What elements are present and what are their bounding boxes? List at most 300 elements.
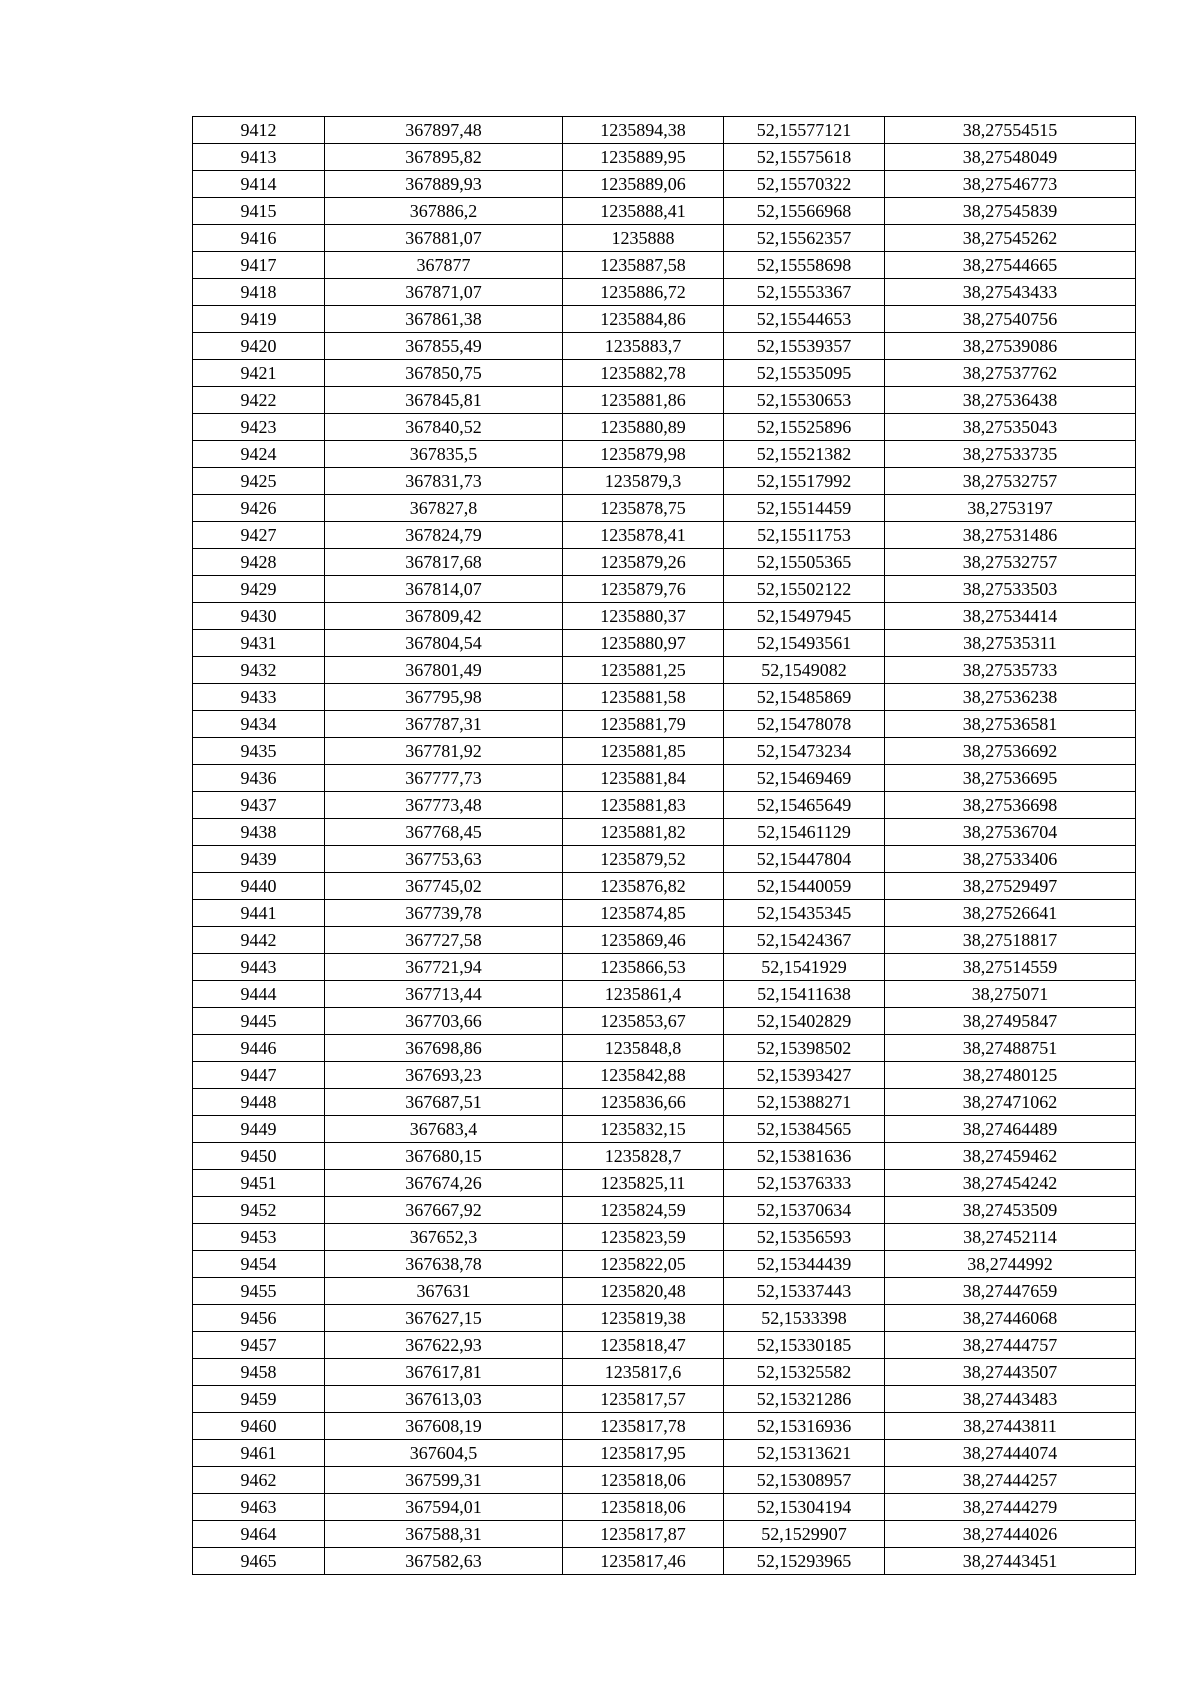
y-coordinate-cell: 1235819,38 [563, 1305, 724, 1332]
latitude-cell: 52,15558698 [724, 252, 885, 279]
table-row [193, 171, 1136, 198]
y-coordinate-cell: 1235881,85 [563, 738, 724, 765]
point-number-cell: 9435 [193, 738, 325, 765]
latitude-cell: 52,15570322 [724, 171, 885, 198]
table-row [193, 441, 1136, 468]
table-row [193, 1089, 1136, 1116]
point-number-cell: 9461 [193, 1440, 325, 1467]
y-coordinate-cell: 1235817,95 [563, 1440, 724, 1467]
longitude-cell: 38,27536438 [885, 387, 1136, 414]
y-coordinate-cell: 1235880,37 [563, 603, 724, 630]
longitude-cell: 38,27546773 [885, 171, 1136, 198]
x-coordinate-cell: 367638,78 [325, 1251, 563, 1278]
x-coordinate-cell: 367631 [325, 1278, 563, 1305]
y-coordinate-cell: 1235881,58 [563, 684, 724, 711]
y-coordinate-cell: 1235866,53 [563, 954, 724, 981]
x-coordinate-cell: 367850,75 [325, 360, 563, 387]
latitude-cell: 52,15384565 [724, 1116, 885, 1143]
latitude-cell: 52,15325582 [724, 1359, 885, 1386]
point-number-cell: 9428 [193, 549, 325, 576]
longitude-cell: 38,27446068 [885, 1305, 1136, 1332]
latitude-cell: 52,1533398 [724, 1305, 885, 1332]
table-row [193, 711, 1136, 738]
x-coordinate-cell: 367608,19 [325, 1413, 563, 1440]
point-number-cell: 9419 [193, 306, 325, 333]
latitude-cell: 52,15511753 [724, 522, 885, 549]
point-number-cell: 9439 [193, 846, 325, 873]
y-coordinate-cell: 1235881,83 [563, 792, 724, 819]
table-row [193, 1548, 1136, 1575]
table-row [193, 1494, 1136, 1521]
point-number-cell: 9448 [193, 1089, 325, 1116]
table-row [193, 900, 1136, 927]
x-coordinate-cell: 367845,81 [325, 387, 563, 414]
longitude-cell: 38,27532757 [885, 549, 1136, 576]
x-coordinate-cell: 367613,03 [325, 1386, 563, 1413]
latitude-cell: 52,15313621 [724, 1440, 885, 1467]
longitude-cell: 38,275071 [885, 981, 1136, 1008]
y-coordinate-cell: 1235817,57 [563, 1386, 724, 1413]
x-coordinate-cell: 367773,48 [325, 792, 563, 819]
point-number-cell: 9462 [193, 1467, 325, 1494]
x-coordinate-cell: 367588,31 [325, 1521, 563, 1548]
table-row [193, 1413, 1136, 1440]
table-row [193, 792, 1136, 819]
x-coordinate-cell: 367652,3 [325, 1224, 563, 1251]
x-coordinate-cell: 367768,45 [325, 819, 563, 846]
latitude-cell: 52,15393427 [724, 1062, 885, 1089]
y-coordinate-cell: 1235817,46 [563, 1548, 724, 1575]
x-coordinate-cell: 367871,07 [325, 279, 563, 306]
x-coordinate-cell: 367840,52 [325, 414, 563, 441]
x-coordinate-cell: 367877 [325, 252, 563, 279]
table-row [193, 468, 1136, 495]
x-coordinate-cell: 367831,73 [325, 468, 563, 495]
latitude-cell: 52,15514459 [724, 495, 885, 522]
point-number-cell: 9450 [193, 1143, 325, 1170]
x-coordinate-cell: 367745,02 [325, 873, 563, 900]
point-number-cell: 9465 [193, 1548, 325, 1575]
longitude-cell: 38,27543433 [885, 279, 1136, 306]
y-coordinate-cell: 1235869,46 [563, 927, 724, 954]
y-coordinate-cell: 1235817,78 [563, 1413, 724, 1440]
y-coordinate-cell: 1235883,7 [563, 333, 724, 360]
point-number-cell: 9455 [193, 1278, 325, 1305]
y-coordinate-cell: 1235881,25 [563, 657, 724, 684]
point-number-cell: 9426 [193, 495, 325, 522]
longitude-cell: 38,27540756 [885, 306, 1136, 333]
y-coordinate-cell: 1235888,41 [563, 198, 724, 225]
table-row [193, 576, 1136, 603]
latitude-cell: 52,15544653 [724, 306, 885, 333]
point-number-cell: 9445 [193, 1008, 325, 1035]
latitude-cell: 52,15381636 [724, 1143, 885, 1170]
x-coordinate-cell: 367693,23 [325, 1062, 563, 1089]
latitude-cell: 52,15316936 [724, 1413, 885, 1440]
point-number-cell: 9423 [193, 414, 325, 441]
latitude-cell: 52,15376333 [724, 1170, 885, 1197]
point-number-cell: 9438 [193, 819, 325, 846]
longitude-cell: 38,27514559 [885, 954, 1136, 981]
longitude-cell: 38,27495847 [885, 1008, 1136, 1035]
point-number-cell: 9431 [193, 630, 325, 657]
y-coordinate-cell: 1235880,89 [563, 414, 724, 441]
table-row [193, 1170, 1136, 1197]
latitude-cell: 52,15553367 [724, 279, 885, 306]
table-row [193, 1224, 1136, 1251]
x-coordinate-cell: 367835,5 [325, 441, 563, 468]
longitude-cell: 38,27534414 [885, 603, 1136, 630]
table-row [193, 1251, 1136, 1278]
latitude-cell: 52,15535095 [724, 360, 885, 387]
y-coordinate-cell: 1235874,85 [563, 900, 724, 927]
latitude-cell: 52,15337443 [724, 1278, 885, 1305]
point-number-cell: 9424 [193, 441, 325, 468]
longitude-cell: 38,27536238 [885, 684, 1136, 711]
longitude-cell: 38,27536581 [885, 711, 1136, 738]
y-coordinate-cell: 1235818,47 [563, 1332, 724, 1359]
table-row [193, 846, 1136, 873]
table-row [193, 954, 1136, 981]
point-number-cell: 9436 [193, 765, 325, 792]
latitude-cell: 52,15521382 [724, 441, 885, 468]
y-coordinate-cell: 1235876,82 [563, 873, 724, 900]
x-coordinate-cell: 367617,81 [325, 1359, 563, 1386]
table-row [193, 738, 1136, 765]
y-coordinate-cell: 1235836,66 [563, 1089, 724, 1116]
longitude-cell: 38,27535733 [885, 657, 1136, 684]
table-row [193, 1062, 1136, 1089]
table-row [193, 765, 1136, 792]
table-row [193, 1332, 1136, 1359]
point-number-cell: 9452 [193, 1197, 325, 1224]
y-coordinate-cell: 1235887,58 [563, 252, 724, 279]
point-number-cell: 9459 [193, 1386, 325, 1413]
longitude-cell: 38,27454242 [885, 1170, 1136, 1197]
longitude-cell: 38,27443507 [885, 1359, 1136, 1386]
point-number-cell: 9417 [193, 252, 325, 279]
point-number-cell: 9418 [193, 279, 325, 306]
coordinates-table [192, 116, 1136, 1575]
longitude-cell: 38,27533735 [885, 441, 1136, 468]
x-coordinate-cell: 367713,44 [325, 981, 563, 1008]
longitude-cell: 38,27480125 [885, 1062, 1136, 1089]
y-coordinate-cell: 1235881,86 [563, 387, 724, 414]
x-coordinate-cell: 367739,78 [325, 900, 563, 927]
point-number-cell: 9444 [193, 981, 325, 1008]
y-coordinate-cell: 1235822,05 [563, 1251, 724, 1278]
latitude-cell: 52,15411638 [724, 981, 885, 1008]
longitude-cell: 38,2744992 [885, 1251, 1136, 1278]
y-coordinate-cell: 1235894,38 [563, 117, 724, 144]
table-row [193, 657, 1136, 684]
x-coordinate-cell: 367687,51 [325, 1089, 563, 1116]
y-coordinate-cell: 1235880,97 [563, 630, 724, 657]
table-row [193, 1359, 1136, 1386]
y-coordinate-cell: 1235879,52 [563, 846, 724, 873]
y-coordinate-cell: 1235818,06 [563, 1494, 724, 1521]
point-number-cell: 9416 [193, 225, 325, 252]
point-number-cell: 9432 [193, 657, 325, 684]
table-row [193, 279, 1136, 306]
y-coordinate-cell: 1235823,59 [563, 1224, 724, 1251]
table-row [193, 1521, 1136, 1548]
table-row [193, 684, 1136, 711]
latitude-cell: 52,15344439 [724, 1251, 885, 1278]
longitude-cell: 38,27537762 [885, 360, 1136, 387]
point-number-cell: 9413 [193, 144, 325, 171]
longitude-cell: 38,27532757 [885, 468, 1136, 495]
x-coordinate-cell: 367627,15 [325, 1305, 563, 1332]
longitude-cell: 38,27536704 [885, 819, 1136, 846]
x-coordinate-cell: 367753,63 [325, 846, 563, 873]
longitude-cell: 38,27544665 [885, 252, 1136, 279]
longitude-cell: 38,27443451 [885, 1548, 1136, 1575]
x-coordinate-cell: 367881,07 [325, 225, 563, 252]
x-coordinate-cell: 367582,63 [325, 1548, 563, 1575]
longitude-cell: 38,27536695 [885, 765, 1136, 792]
longitude-cell: 38,27545839 [885, 198, 1136, 225]
point-number-cell: 9464 [193, 1521, 325, 1548]
longitude-cell: 38,27471062 [885, 1089, 1136, 1116]
longitude-cell: 38,27453509 [885, 1197, 1136, 1224]
table-row [193, 1116, 1136, 1143]
latitude-cell: 52,15575618 [724, 144, 885, 171]
latitude-cell: 52,15530653 [724, 387, 885, 414]
y-coordinate-cell: 1235879,26 [563, 549, 724, 576]
latitude-cell: 52,15424367 [724, 927, 885, 954]
table-row [193, 1305, 1136, 1332]
latitude-cell: 52,1541929 [724, 954, 885, 981]
longitude-cell: 38,27529497 [885, 873, 1136, 900]
longitude-cell: 38,27526641 [885, 900, 1136, 927]
latitude-cell: 52,15321286 [724, 1386, 885, 1413]
point-number-cell: 9456 [193, 1305, 325, 1332]
longitude-cell: 38,27533406 [885, 846, 1136, 873]
x-coordinate-cell: 367886,2 [325, 198, 563, 225]
latitude-cell: 52,15517992 [724, 468, 885, 495]
table-row [193, 387, 1136, 414]
point-number-cell: 9463 [193, 1494, 325, 1521]
y-coordinate-cell: 1235817,6 [563, 1359, 724, 1386]
y-coordinate-cell: 1235882,78 [563, 360, 724, 387]
table-row [193, 1440, 1136, 1467]
table-row [193, 198, 1136, 225]
point-number-cell: 9414 [193, 171, 325, 198]
latitude-cell: 52,15539357 [724, 333, 885, 360]
table-row [193, 1278, 1136, 1305]
x-coordinate-cell: 367667,92 [325, 1197, 563, 1224]
x-coordinate-cell: 367680,15 [325, 1143, 563, 1170]
x-coordinate-cell: 367895,82 [325, 144, 563, 171]
latitude-cell: 52,15293965 [724, 1548, 885, 1575]
latitude-cell: 52,15370634 [724, 1197, 885, 1224]
y-coordinate-cell: 1235825,11 [563, 1170, 724, 1197]
longitude-cell: 38,27444757 [885, 1332, 1136, 1359]
longitude-cell: 38,27459462 [885, 1143, 1136, 1170]
y-coordinate-cell: 1235889,95 [563, 144, 724, 171]
y-coordinate-cell: 1235879,3 [563, 468, 724, 495]
x-coordinate-cell: 367604,5 [325, 1440, 563, 1467]
y-coordinate-cell: 1235881,79 [563, 711, 724, 738]
latitude-cell: 52,15493561 [724, 630, 885, 657]
y-coordinate-cell: 1235818,06 [563, 1467, 724, 1494]
x-coordinate-cell: 367889,93 [325, 171, 563, 198]
x-coordinate-cell: 367599,31 [325, 1467, 563, 1494]
latitude-cell: 52,15356593 [724, 1224, 885, 1251]
y-coordinate-cell: 1235848,8 [563, 1035, 724, 1062]
table-row [193, 117, 1136, 144]
longitude-cell: 38,27443811 [885, 1413, 1136, 1440]
table-row [193, 549, 1136, 576]
longitude-cell: 38,27548049 [885, 144, 1136, 171]
longitude-cell: 38,27447659 [885, 1278, 1136, 1305]
y-coordinate-cell: 1235828,7 [563, 1143, 724, 1170]
table-row [193, 1386, 1136, 1413]
table-row [193, 360, 1136, 387]
latitude-cell: 52,15465649 [724, 792, 885, 819]
latitude-cell: 52,15330185 [724, 1332, 885, 1359]
y-coordinate-cell: 1235889,06 [563, 171, 724, 198]
table-row [193, 630, 1136, 657]
latitude-cell: 52,15478078 [724, 711, 885, 738]
x-coordinate-cell: 367817,68 [325, 549, 563, 576]
x-coordinate-cell: 367777,73 [325, 765, 563, 792]
x-coordinate-cell: 367855,49 [325, 333, 563, 360]
x-coordinate-cell: 367674,26 [325, 1170, 563, 1197]
longitude-cell: 38,27452114 [885, 1224, 1136, 1251]
point-number-cell: 9430 [193, 603, 325, 630]
point-number-cell: 9422 [193, 387, 325, 414]
x-coordinate-cell: 367804,54 [325, 630, 563, 657]
point-number-cell: 9451 [193, 1170, 325, 1197]
table-row [193, 252, 1136, 279]
latitude-cell: 52,15308957 [724, 1467, 885, 1494]
point-number-cell: 9454 [193, 1251, 325, 1278]
table-row [193, 333, 1136, 360]
point-number-cell: 9449 [193, 1116, 325, 1143]
point-number-cell: 9457 [193, 1332, 325, 1359]
latitude-cell: 52,15485869 [724, 684, 885, 711]
point-number-cell: 9427 [193, 522, 325, 549]
point-number-cell: 9443 [193, 954, 325, 981]
table-row [193, 522, 1136, 549]
y-coordinate-cell: 1235878,75 [563, 495, 724, 522]
longitude-cell: 38,27533503 [885, 576, 1136, 603]
table-row [193, 603, 1136, 630]
latitude-cell: 52,15566968 [724, 198, 885, 225]
x-coordinate-cell: 367594,01 [325, 1494, 563, 1521]
y-coordinate-cell: 1235879,76 [563, 576, 724, 603]
longitude-cell: 38,27545262 [885, 225, 1136, 252]
x-coordinate-cell: 367824,79 [325, 522, 563, 549]
x-coordinate-cell: 367861,38 [325, 306, 563, 333]
latitude-cell: 52,15447804 [724, 846, 885, 873]
point-number-cell: 9425 [193, 468, 325, 495]
point-number-cell: 9442 [193, 927, 325, 954]
y-coordinate-cell: 1235884,86 [563, 306, 724, 333]
coordinates-table-body [193, 117, 1136, 1575]
point-number-cell: 9458 [193, 1359, 325, 1386]
longitude-cell: 38,27518817 [885, 927, 1136, 954]
y-coordinate-cell: 1235878,41 [563, 522, 724, 549]
latitude-cell: 52,15473234 [724, 738, 885, 765]
y-coordinate-cell: 1235817,87 [563, 1521, 724, 1548]
point-number-cell: 9453 [193, 1224, 325, 1251]
longitude-cell: 38,27536692 [885, 738, 1136, 765]
latitude-cell: 52,15469469 [724, 765, 885, 792]
y-coordinate-cell: 1235886,72 [563, 279, 724, 306]
longitude-cell: 38,27531486 [885, 522, 1136, 549]
table-row [193, 981, 1136, 1008]
point-number-cell: 9441 [193, 900, 325, 927]
y-coordinate-cell: 1235879,98 [563, 441, 724, 468]
point-number-cell: 9421 [193, 360, 325, 387]
table-row [193, 873, 1136, 900]
y-coordinate-cell: 1235842,88 [563, 1062, 724, 1089]
latitude-cell: 52,15398502 [724, 1035, 885, 1062]
table-row [193, 495, 1136, 522]
x-coordinate-cell: 367801,49 [325, 657, 563, 684]
longitude-cell: 38,27443483 [885, 1386, 1136, 1413]
point-number-cell: 9434 [193, 711, 325, 738]
x-coordinate-cell: 367698,86 [325, 1035, 563, 1062]
x-coordinate-cell: 367683,4 [325, 1116, 563, 1143]
x-coordinate-cell: 367795,98 [325, 684, 563, 711]
latitude-cell: 52,15402829 [724, 1008, 885, 1035]
latitude-cell: 52,15577121 [724, 117, 885, 144]
table-row [193, 144, 1136, 171]
point-number-cell: 9437 [193, 792, 325, 819]
y-coordinate-cell: 1235853,67 [563, 1008, 724, 1035]
longitude-cell: 38,27444257 [885, 1467, 1136, 1494]
x-coordinate-cell: 367897,48 [325, 117, 563, 144]
table-row [193, 225, 1136, 252]
point-number-cell: 9447 [193, 1062, 325, 1089]
longitude-cell: 38,27444279 [885, 1494, 1136, 1521]
point-number-cell: 9440 [193, 873, 325, 900]
y-coordinate-cell: 1235824,59 [563, 1197, 724, 1224]
latitude-cell: 52,1549082 [724, 657, 885, 684]
latitude-cell: 52,15502122 [724, 576, 885, 603]
x-coordinate-cell: 367781,92 [325, 738, 563, 765]
longitude-cell: 38,27539086 [885, 333, 1136, 360]
table-row [193, 927, 1136, 954]
x-coordinate-cell: 367622,93 [325, 1332, 563, 1359]
latitude-cell: 52,15435345 [724, 900, 885, 927]
point-number-cell: 9412 [193, 117, 325, 144]
longitude-cell: 38,27536698 [885, 792, 1136, 819]
longitude-cell: 38,27464489 [885, 1116, 1136, 1143]
longitude-cell: 38,27444026 [885, 1521, 1136, 1548]
point-number-cell: 9420 [193, 333, 325, 360]
x-coordinate-cell: 367787,31 [325, 711, 563, 738]
table-row [193, 1467, 1136, 1494]
latitude-cell: 52,15505365 [724, 549, 885, 576]
latitude-cell: 52,1529907 [724, 1521, 885, 1548]
point-number-cell: 9429 [193, 576, 325, 603]
longitude-cell: 38,27554515 [885, 117, 1136, 144]
table-row [193, 1008, 1136, 1035]
latitude-cell: 52,15304194 [724, 1494, 885, 1521]
latitude-cell: 52,15388271 [724, 1089, 885, 1116]
longitude-cell: 38,27535311 [885, 630, 1136, 657]
y-coordinate-cell: 1235881,84 [563, 765, 724, 792]
x-coordinate-cell: 367827,8 [325, 495, 563, 522]
table-row [193, 1143, 1136, 1170]
longitude-cell: 38,2753197 [885, 495, 1136, 522]
point-number-cell: 9433 [193, 684, 325, 711]
